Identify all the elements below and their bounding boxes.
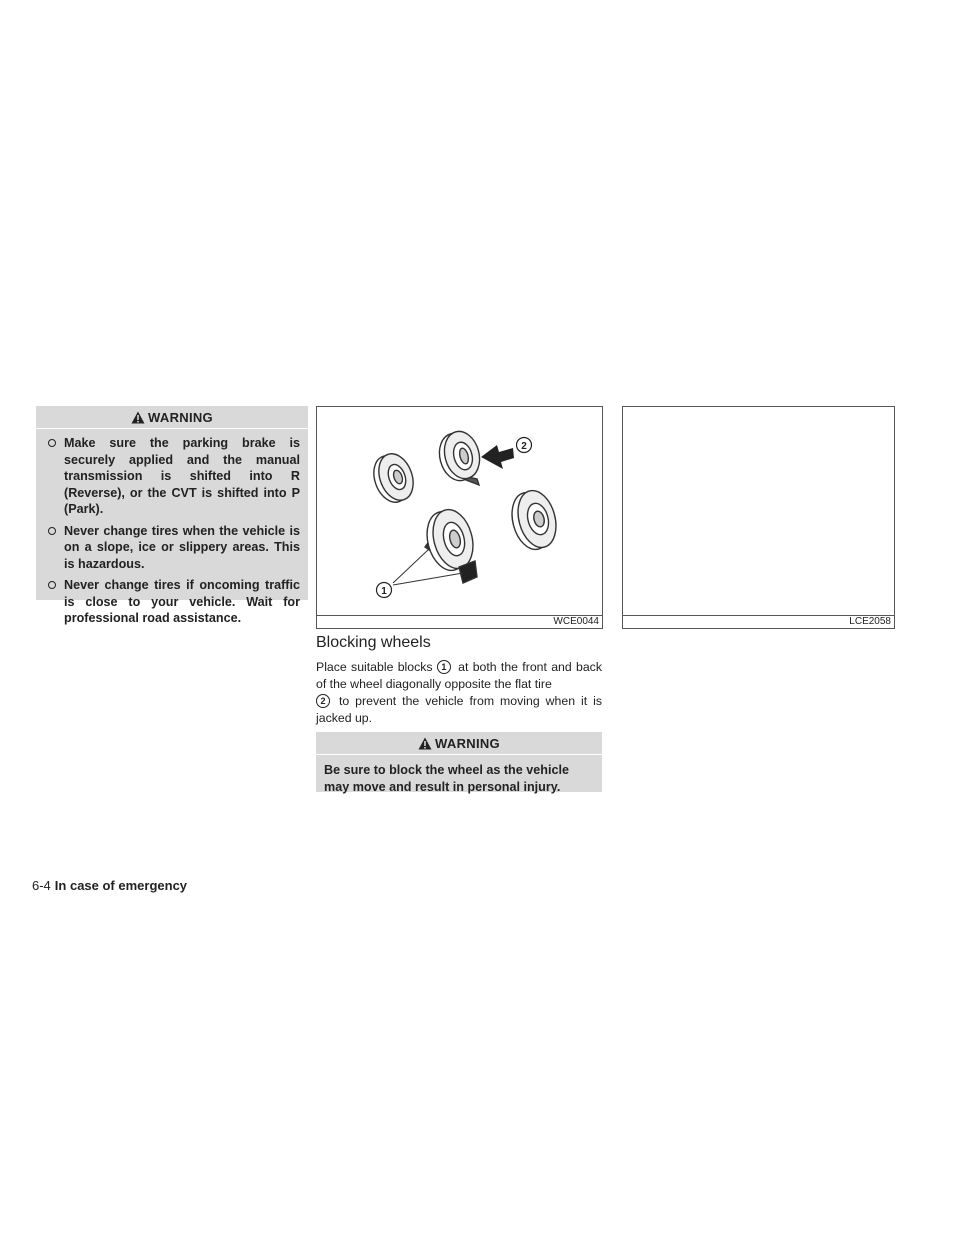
callout-2-label: 2 [521, 441, 527, 452]
warning-item: Never change tires if oncoming traffic is close to your vehicle. Wait for professional road assistance. [46, 577, 300, 627]
figure-empty [622, 406, 895, 629]
callout-badge: 1 [437, 660, 451, 674]
section-title: Blocking wheels [316, 634, 431, 651]
warning-item: Make sure the parking brake is securely applied and the manual transmission is shifted into R (Reverse), or the CVT is shifted into P (Park). [46, 435, 300, 518]
arrow-icon [481, 445, 514, 469]
tire-icon [506, 486, 562, 553]
warning-text: Be sure to block the wheel as the vehicle may move and result in personal injury. [324, 763, 569, 794]
page-footer [32, 878, 187, 893]
warning-list [36, 429, 308, 638]
warning-heading [36, 406, 308, 429]
warning-heading-text: WARNING [435, 735, 500, 751]
callout-badge: 2 [316, 694, 330, 708]
figure-blocking-wheels [316, 406, 603, 629]
section-body [316, 659, 602, 727]
warning-box-injury [316, 732, 602, 792]
warning-item: Never change tires when the vehicle is on a slope, ice or slippery areas. This is hazardous. [46, 523, 300, 573]
chapter-title: In case of emergency [54, 878, 188, 893]
warning-box-parking [36, 406, 308, 625]
body-text-part: at both the front and back of the wheel diagonally opposite the flat tire [316, 660, 602, 691]
figure-code: WCE0044 [553, 616, 599, 627]
warning-heading [316, 732, 602, 755]
flat-tire-icon [434, 427, 484, 485]
body-text-part: to prevent the vehicle from moving when it is jacked up. [316, 694, 602, 725]
figure-code: LCE2058 [849, 616, 891, 627]
callout-1-label: 1 [381, 586, 387, 597]
warning-heading-text: WARNING [148, 409, 213, 425]
page-number: 6-4 [32, 878, 51, 893]
warning-triangle-icon [418, 737, 432, 750]
wheels-illustration [317, 407, 602, 615]
tire-icon [368, 449, 419, 507]
warning-triangle-icon [131, 411, 145, 424]
blocked-tire-icon [421, 505, 479, 583]
body-text-part: Place suitable blocks [316, 660, 433, 674]
